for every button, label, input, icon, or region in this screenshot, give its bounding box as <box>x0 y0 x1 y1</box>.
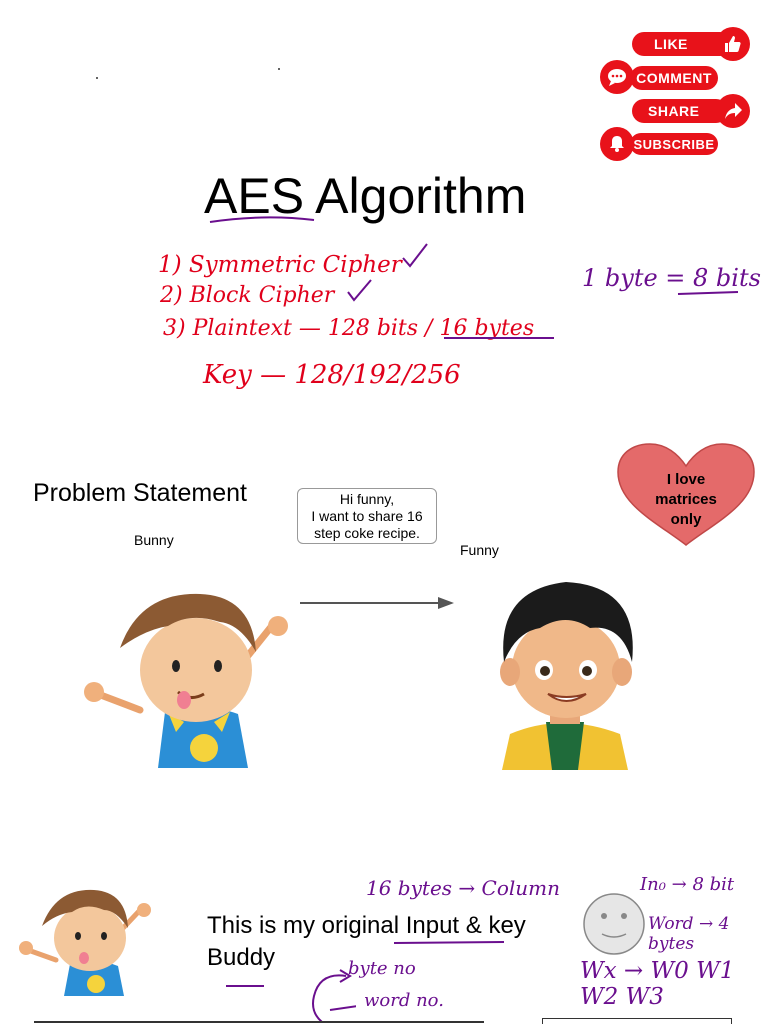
note-in: In₀ → 8 bit <box>640 874 735 895</box>
buddy-underline <box>224 980 268 990</box>
heart-line: I love <box>666 471 706 488</box>
heart-line: matrices <box>655 491 717 508</box>
neutral-face-icon <box>582 892 646 956</box>
problem-heading: Problem Statement <box>33 479 247 507</box>
bunny-label: Bunny <box>134 532 174 548</box>
funny-label: Funny <box>460 542 499 558</box>
divider-line <box>542 1018 732 1024</box>
bunny-character-image <box>80 582 298 768</box>
funny-character-image <box>482 572 648 770</box>
bunny-small-image <box>18 882 154 996</box>
like-label: LIKE <box>654 36 688 52</box>
speech-box <box>297 488 437 544</box>
note-wordno: word no. <box>364 990 444 1011</box>
comment-button[interactable] <box>630 66 718 90</box>
page-title: AES Algorithm <box>204 168 527 224</box>
note-wx: Wx → W0 W1 W2 W3 <box>580 958 735 1010</box>
comment-icon <box>600 60 634 94</box>
speech-line: I want to share 16 <box>311 508 423 524</box>
bell-icon <box>600 127 634 161</box>
arrow-right-icon <box>298 594 458 612</box>
speech-line: Hi funny, <box>339 491 395 507</box>
share-label: SHARE <box>648 103 700 119</box>
note-byteno: byte no <box>348 958 416 979</box>
speech-line: step coke recipe. <box>314 525 420 541</box>
subscribe-label: SUBSCRIBE <box>633 136 715 152</box>
byte-underline <box>676 288 742 298</box>
input-underline <box>392 937 508 947</box>
share-button[interactable] <box>632 99 728 123</box>
note-key: Key — 128/192/256 <box>203 360 461 390</box>
input-text-line1: This is my original Input & key <box>207 912 526 939</box>
note-symmetric: 1) Symmetric Cipher <box>158 252 402 278</box>
check-icon <box>400 240 430 270</box>
dot <box>278 68 280 70</box>
share-arrow-icon <box>716 94 750 128</box>
check-icon <box>345 274 375 304</box>
thumbs-up-icon <box>716 27 750 61</box>
subscribe-button[interactable] <box>630 133 718 155</box>
heart-line: only <box>670 511 702 528</box>
comment-label: COMMENT <box>636 70 712 86</box>
heart-text <box>636 470 736 530</box>
note-block: 2) Block Cipher <box>160 283 335 308</box>
note-word: Word → 4 bytes <box>648 914 730 954</box>
note-byte: 1 byte = 8 bits <box>582 264 761 292</box>
title-underline <box>208 214 318 226</box>
bracket-arrow-icon <box>300 966 356 1024</box>
note-16bytes: 16 bytes → Column <box>366 876 560 900</box>
dot <box>96 77 98 79</box>
input-text-line2: Buddy <box>207 944 276 971</box>
divider-line <box>34 1021 484 1023</box>
note-plaintext: 3) Plaintext — 128 bits / 16 bytes <box>163 316 535 341</box>
bytes-underline <box>442 332 558 342</box>
